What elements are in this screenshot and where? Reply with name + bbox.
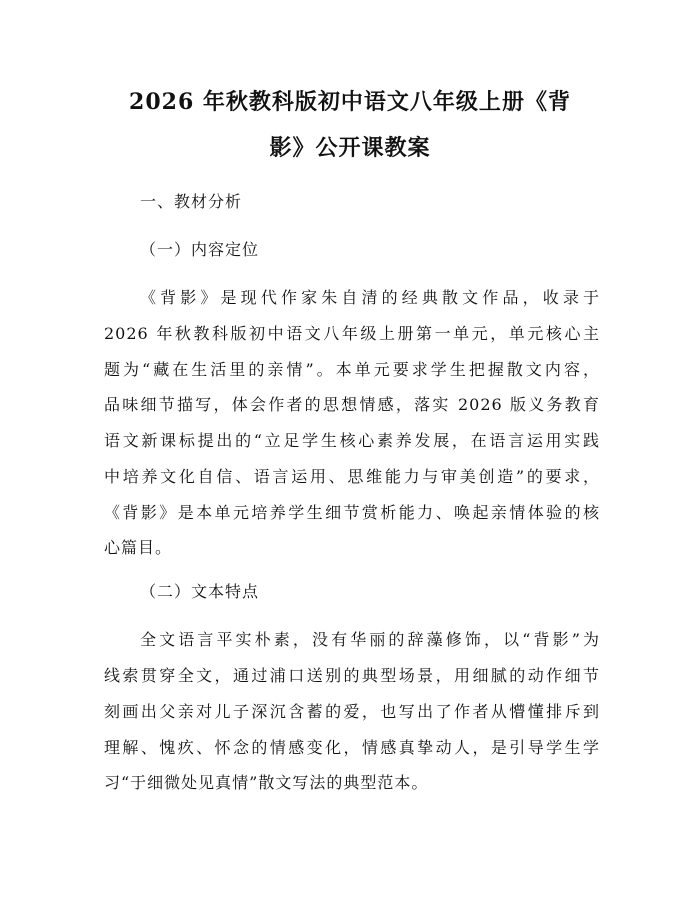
paragraph-line: 《背影》是现代作家朱自清的经典散文作品，收录于 xyxy=(140,288,600,307)
paragraph-line: 品味细节描写，体会作者的思想情感，落实 2026 版义务教育 xyxy=(104,395,600,414)
paragraph-line: 2026 年秋教科版初中语文八年级上册第一单元，单元核心主 xyxy=(104,324,600,343)
subsection-heading-content-positioning: （一）内容定位 xyxy=(140,240,260,259)
paragraph-line: 全文语言平实朴素，没有华丽的辞藻修饰，以“背影”为 xyxy=(140,630,600,649)
paragraph-line: 刻画出父亲对儿子深沉含蓄的爱，也写出了作者从懵懂排斥到 xyxy=(104,702,600,721)
paragraph-line: 中培养文化自信、语言运用、思维能力与审美创造”的要求， xyxy=(104,467,600,486)
paragraph-line: 题为“藏在生活里的亲情”。本单元要求学生把握散文内容， xyxy=(104,360,600,379)
paragraph-line: 习“于细微处见真情”散文写法的典型范本。 xyxy=(104,773,429,792)
section-heading-textbook-analysis: 一、教材分析 xyxy=(140,192,243,211)
paragraph-line: 线索贯穿全文，通过浦口送别的典型场景，用细腻的动作细节 xyxy=(104,666,600,685)
paragraph-line: 理解、愧疚、怀念的情感变化，情感真挚动人，是引导学生学 xyxy=(104,738,600,757)
paragraph-line: 《背影》是本单元培养学生细节赏析能力、唤起亲情体验的核 xyxy=(104,503,600,522)
subsection-heading-text-features: （二）文本特点 xyxy=(140,582,260,601)
paragraph-line: 语文新课标提出的“立足学生核心素养发展，在语言运用实践 xyxy=(104,431,600,450)
document-title-line-1: 2026 年秋教科版初中语文八年级上册《背 xyxy=(129,89,571,115)
paragraph-line: 心篇目。 xyxy=(104,538,173,557)
document-title-line-2: 影》公开课教案 xyxy=(269,135,431,161)
